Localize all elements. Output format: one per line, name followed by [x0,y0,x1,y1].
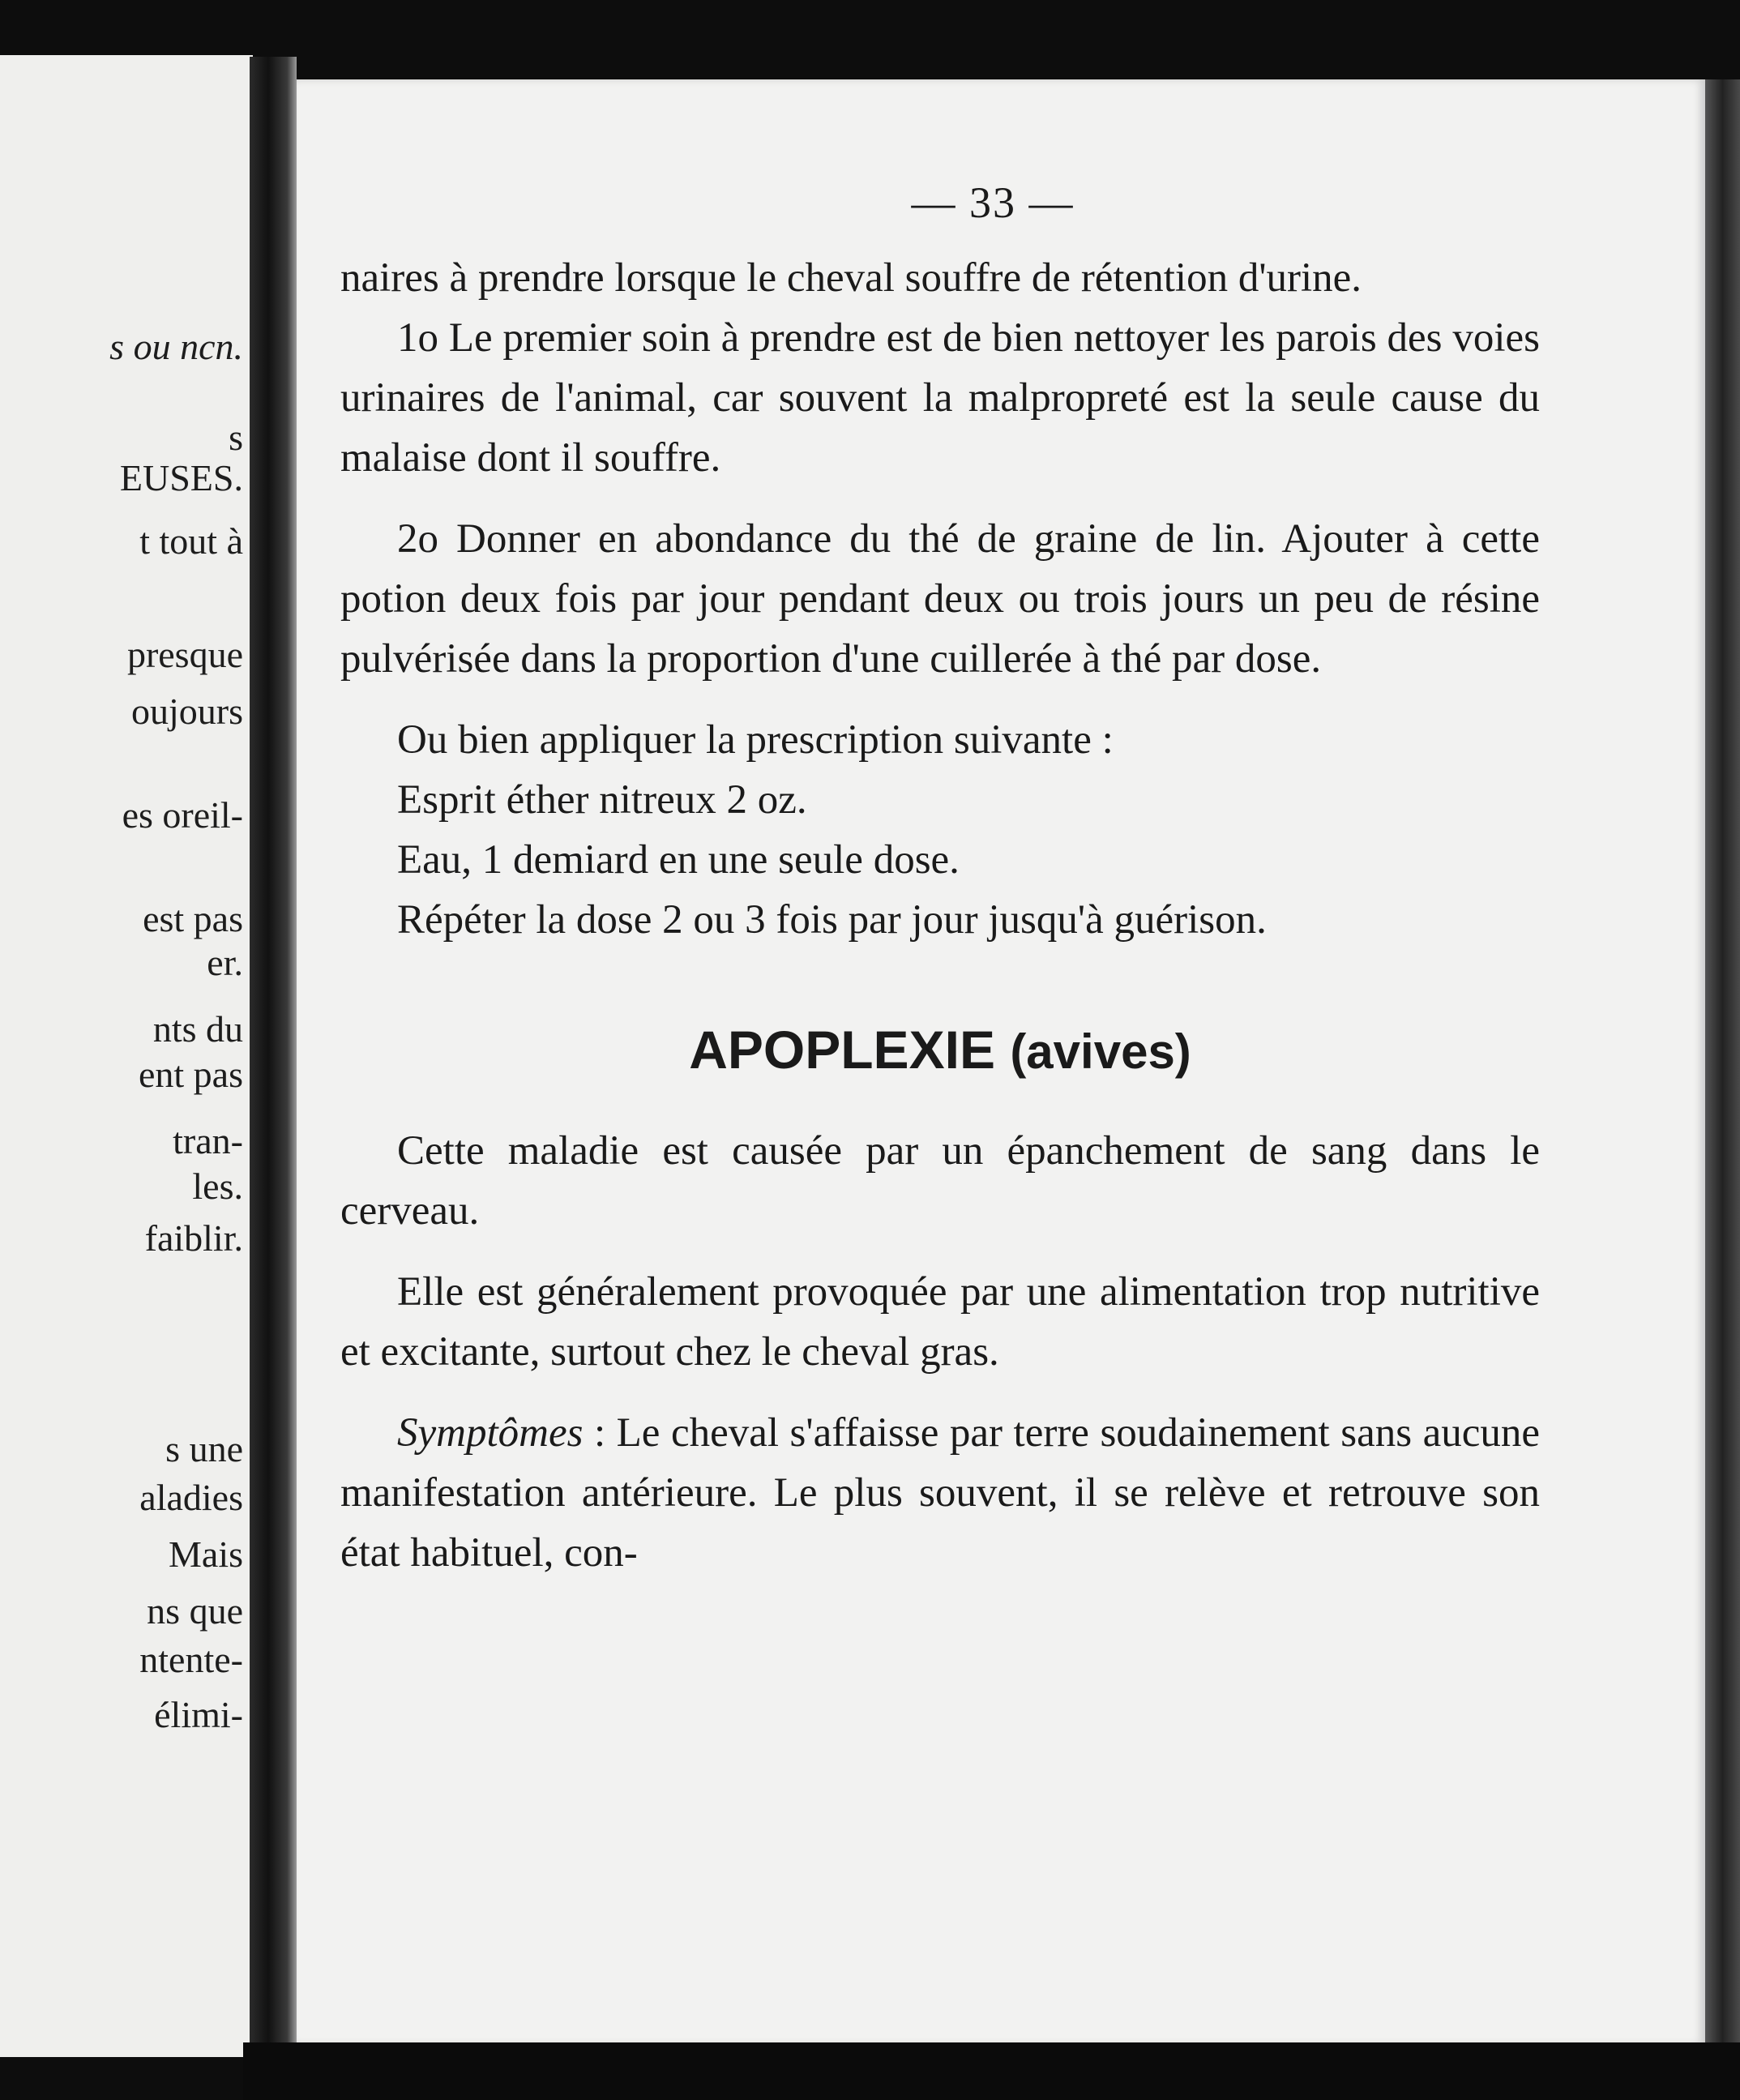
left-page-line: s ou ncn. [109,326,243,367]
prescription-line-1: Esprit éther nitreux 2 oz. [397,777,807,823]
paragraph-3: Cette maladie est causée par un épanchement de sang dans le cerveau. [340,1128,1540,1234]
left-page-line: tran- [173,1120,243,1161]
book-gutter [250,57,297,2059]
left-page-line: élimi- [154,1694,243,1735]
page-edge-shadow [1705,79,1740,2045]
paragraph-1: 1o Le premier soin à prendre est de bien nettoyer les parois des voies urinaires de l'animal, car souvent la malpropreté est la seule cause du malaise dont il souffre. [340,315,1540,481]
left-page-line: les. [192,1165,243,1207]
left-page-line: nts du [152,1008,243,1050]
section-title-sub: (avives) [1010,1024,1191,1079]
paragraph-4: Elle est généralement provoquée par une alimentation trop nutritive et excitante, surtout chez le cheval gras. [340,1269,1540,1375]
left-page-line: s [229,417,243,458]
intro-paragraph: naires à prendre lorsque le cheval souffre de rétention d'urine. [340,255,1362,301]
prescription-intro: Ou bien appliquer la prescription suivante : [397,717,1114,763]
left-page-line: ent pas [138,1054,243,1095]
left-page-line: ns que [147,1590,243,1632]
left-page-line: faiblir. [144,1217,243,1259]
left-page-line: t tout à [139,520,243,562]
symptoms-text: : Le cheval s'affaisse par terre soudainement sans aucune manifestation antérieure. Le plus souvent, il se relève et retrouve son état habituel, con- [340,1410,1540,1576]
left-page-line: s une [165,1428,243,1469]
left-page-line: Mais [169,1533,243,1575]
left-page-line: EUSES. [119,457,243,498]
symptoms-paragraph [340,1403,1540,1583]
left-page-line: es oreil- [122,794,243,836]
page-content [340,178,1540,1604]
left-page-line: aladies [139,1477,243,1518]
page-number: — 33 — [911,178,1075,227]
section-title [340,1013,1540,1088]
left-page-line: ntente- [139,1639,243,1680]
section-title-main: APOPLEXIE [689,1020,995,1080]
prescription-line-2: Eau, 1 demiard en une seule dose. [397,837,960,883]
left-facing-page [0,55,253,2057]
paragraph-2: 2o Donner en abondance du thé de graine de lin. Ajouter à cette potion deux fois par jour pendant deux ou trois jours un peu de résine pulvérisée dans la proportion d'une cuillerée à thé par dose. [340,516,1540,682]
symptoms-label: Symptômes [397,1410,584,1456]
bottom-shadow [243,2042,1740,2100]
left-page-line: oujours [131,691,243,732]
left-page-line: er. [207,942,243,983]
left-page-line: presque [126,634,243,675]
left-page-line: est pas [143,898,243,939]
repeat-paragraph: Répéter la dose 2 ou 3 fois par jour jusqu'à guérison. [397,897,1267,943]
